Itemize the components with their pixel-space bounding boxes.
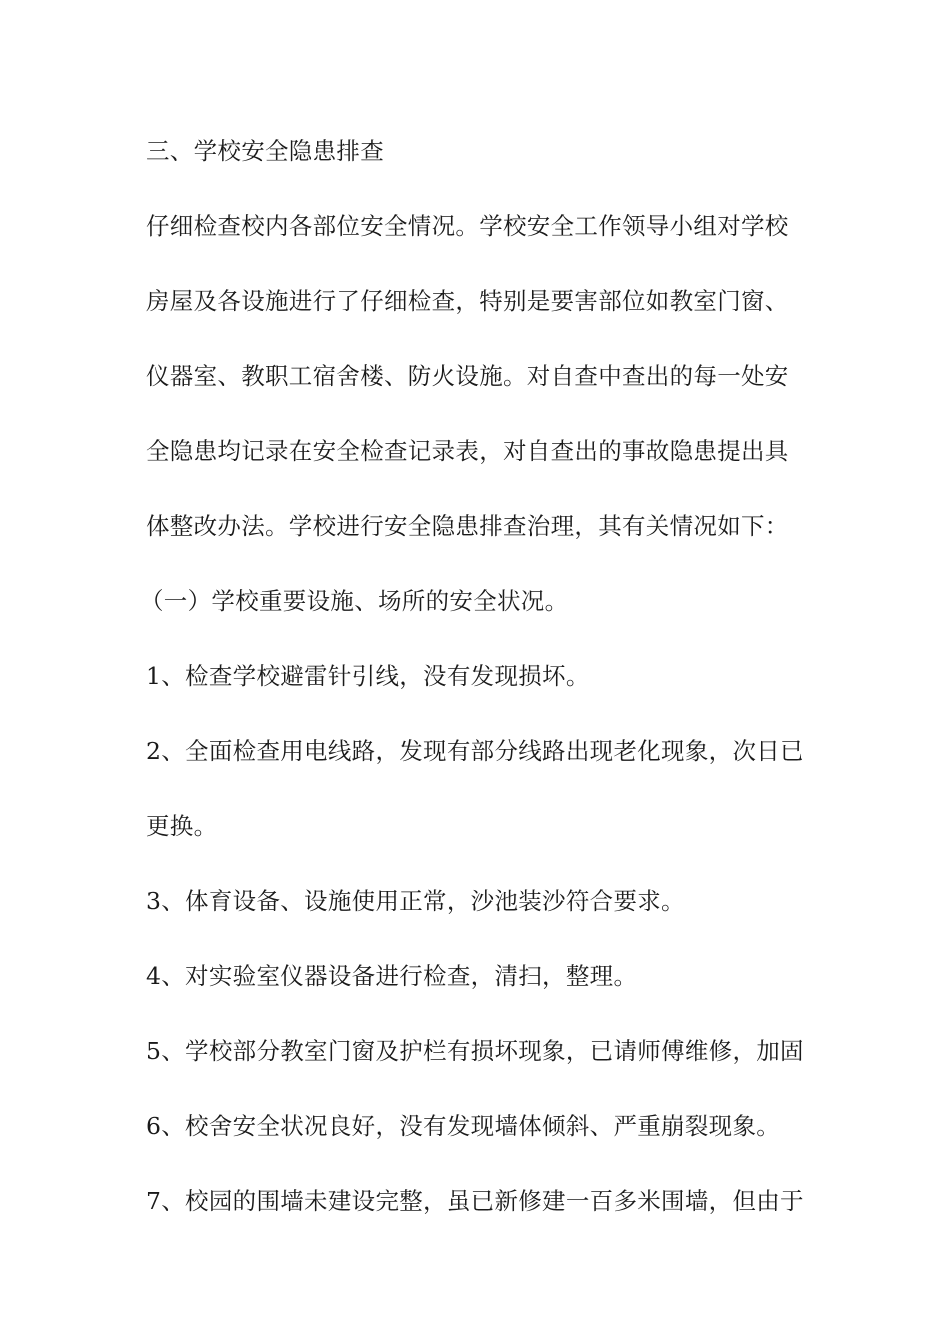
list-item-2-cont: 更换。 <box>146 812 218 840</box>
paragraph-line: 仪器室、教职工宿舍楼、防火设施。对自查中查出的每一处安 <box>146 362 789 390</box>
subsection-heading: （一）学校重要设施、场所的安全状况。 <box>140 587 569 615</box>
list-item-2: 2、全面检查用电线路，发现有部分线路出现老化现象，次日已 <box>146 737 804 765</box>
paragraph-line: 房屋及各设施进行了仔细检查，特别是要害部位如教室门窗、 <box>146 287 789 315</box>
list-item-5: 5、学校部分教室门窗及护栏有损坏现象，已请师傅维修，加固 <box>146 1037 804 1065</box>
list-item-6: 6、校舍安全状况良好，没有发现墙体倾斜、严重崩裂现象。 <box>146 1112 781 1140</box>
list-item-3: 3、体育设备、设施使用正常，沙池装沙符合要求。 <box>146 887 685 915</box>
list-item-4: 4、对实验室仪器设备进行检查，清扫，整理。 <box>146 962 638 990</box>
list-item-7: 7、校园的围墙未建设完整，虽已新修建一百多米围墙，但由于 <box>146 1187 804 1215</box>
list-item-1: 1、检查学校避雷针引线，没有发现损坏。 <box>146 662 590 690</box>
section-heading: 三、学校安全隐患排查 <box>146 137 384 165</box>
paragraph-line: 体整改办法。学校进行安全隐患排查治理，其有关情况如下： <box>146 512 789 540</box>
paragraph-line: 全隐患均记录在安全检查记录表，对自查出的事故隐患提出具 <box>146 437 789 465</box>
paragraph-line: 仔细检查校内各部位安全情况。学校安全工作领导小组对学校 <box>146 212 789 240</box>
